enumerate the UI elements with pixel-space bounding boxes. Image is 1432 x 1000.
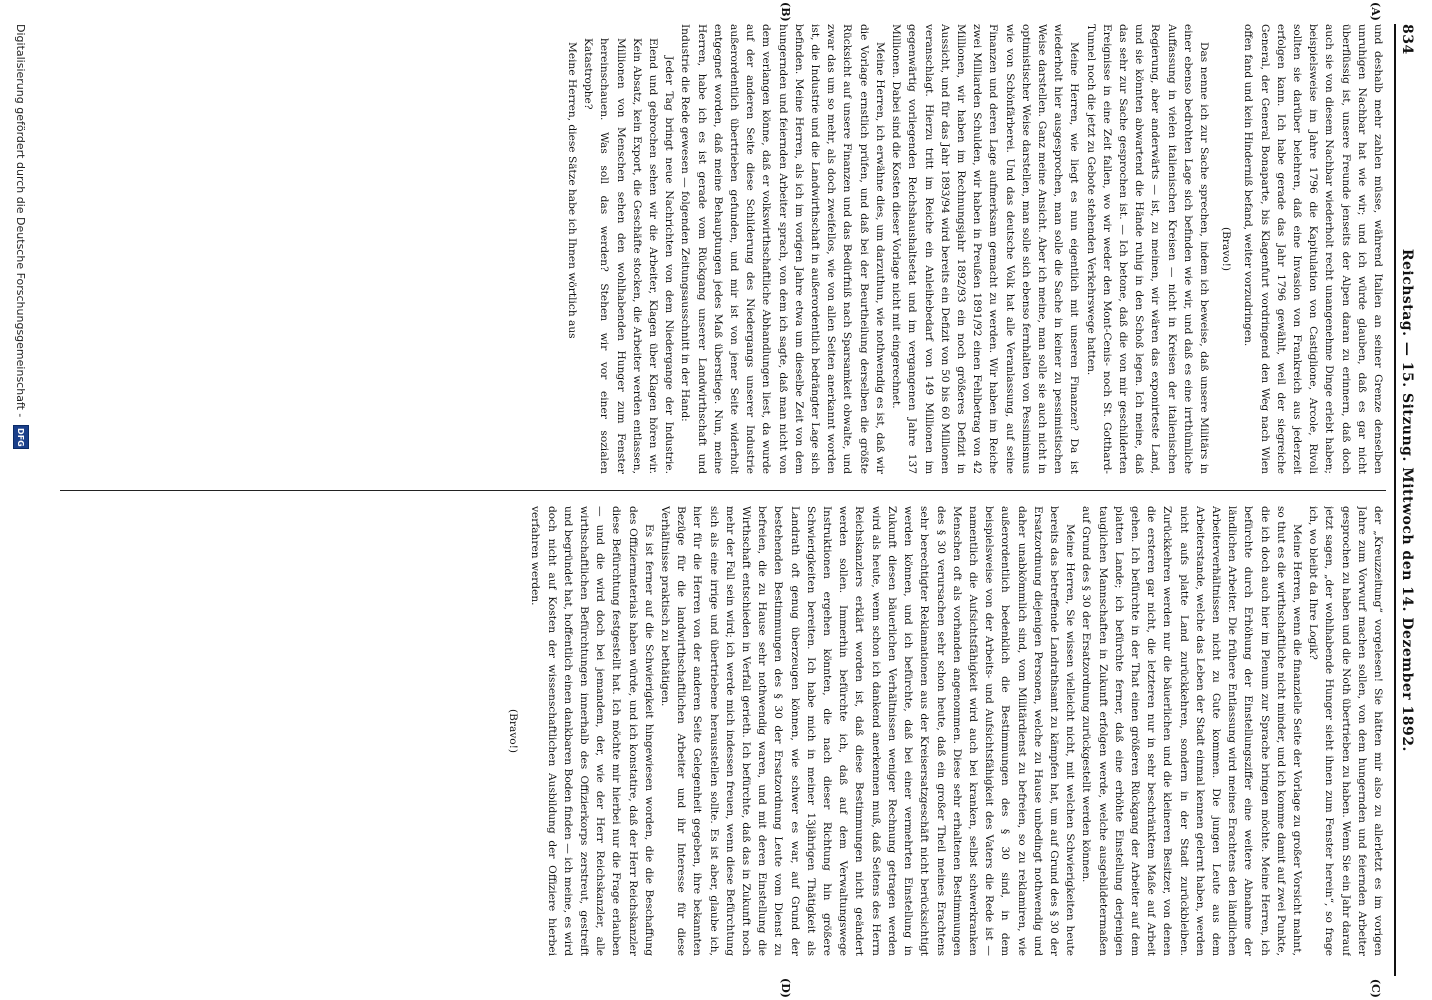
- page-title: Reichstag. — 15. Sitzung. Mittwoch den 14. Dezember 1892.: [1399, 248, 1415, 752]
- left-paragraph-5: Meine Herren, diese Sätze habe ich Ihnen wörtlich aus: [566, 42, 579, 339]
- right-column: [60, 506, 1386, 956]
- right-interjection: (Bravo!): [507, 708, 520, 754]
- left-interjection-1: (Bravo!): [1220, 226, 1233, 272]
- right-paragraph-1: der „Kreuzzeitung“ vorgelesen! Sie hätten mir also zu allerletzt es im vorigen Jahre zum Vorwurf machen sollen, von dem hungernden und feiernden Arbeiter gesprochen zu haben und die Noth übertrieben zu haben. Wenn Sie ein Jahr darauf jetzt sagen, „der wohlhabende Hunger sieht ihnen zum Fenster herein“, so frage ich, wo bleibt da Ihre Logik?: [1307, 506, 1384, 956]
- right-paragraph-3: Meine Herren, Sie wissen vielleicht nicht, mit welchen Schwierigkeiten heute bereits das betreffende Landrathsamt zu kämpfen hat, um auf Grund des § 30 der Ersatzordnung diejenigen Personen, welche zu Hause unbedingt nothwendig und daher unabkömmlich sind, vom Militärdienst zu befreien, so zu reklamiren, wie außerordentlich bedenklich die Bestimmungen des § 30 sind, in dem beispielsweise von der Arbeits- und Aufsichtsfähigkeit des Vaters die Rede ist — namentlich die Aufsichtsfähigkeit wird auch bei kranken, selbst schwerkranken Menschen oft als vorhanden angenommen. Diese sehr erhaltenen Bestimmungen des § 30 verursachen sehr schon heute, daß ein großer Theil meines Erachtens sehr berechtigter Reklamationen aus der Kreisersatzgeschäft nicht berücksichtigt werden können, und ich befürchte, daß bei einer vermehrten Einstellung in Zukunft diesen bäuerlichen Verhältnissen weniger Rechnung getragen werden wird als heute, wenn schon ich dankend anerkennen muß, daß Seitens des Herrn Reichskanzlers erklärt worden ist, daß diese Bestimmungen nicht geändert werden sollen. Immerhin befürchte ich, daß auf dem Verwaltungswege Instruktionen ergehen könnten, die nach dieser Richtung hin größere Schwierigkeiten bereiten. Ich habe mich in meiner 13jährigen Thätigkeit als Landrath oft genug überzeugen können, wie schwer es war, auf Grund der bestehenden Bestimmungen des § 30 der Ersatzordnung Leute vom Dienst zu befreien, die zu Hause sehr nothwendig waren, und mit deren Einstellung die Wirthschaft entschieden in Verfall gerieth. Ich befürchte, daß das in Zukunft noch mehr der Fall sein wird; ich werde mich indessen freuen, wenn diese Befürchtung sich als eine irrige und übertriebene herausstellen sollte. Es ist aber, glaube ich, hier für die Herren von der anderen Seite Gelegenheit gegeben, ihre bekannten Bezüge für die landwirthschaftlichen Arbeiter und ihr Interesse für diese Verhältnisse praktisch zu bethätigen.: [659, 506, 1077, 956]
- page-header: [1394, 24, 1420, 976]
- left-paragraph-4: Meine Herren, ich erwähne dies, um darzuthun, wie nothwendig es ist, daß wir die Vorlage ernstlich prüfen, und daß bei der Beurtheilung derselben die größte Rücksicht auf unsere Finanzen und das Bedürfniß nach Sparsamkeit obwalte, und zwar das um so mehr, als doch zweifellos, wie von allen Seiten anerkannt worden ist, die Industrie und die Landwirthschaft in außerordentlich bedrängter Lage sich befinden. Meine Herren, als ich im vorigen Jahre etwa um dieselbe Zeit von dem hungernden und feiernden Arbeiter sprach, von dem ich sagte, daß man nicht von dem verlangen könne, daß er volkswirthschaftliche Abhandlungen liest, da wurde auf der anderen Seite diese Schilderung des Niedergangs unserer Industrie außerordentlich übertrieben gefunden, und mir ist von jener Seite widerholt entgegnet worden, daß meine Behauptungen jedes Maß überstiege. Nun, meine Herren, habe ich es ist gerade vom Rückgang unserer Landwirthschaft und Industrie die Rede gewesen — folgenden Zeitungsausschnitt in der Hand:: [679, 24, 886, 474]
- dfg-logo-icon: DFG: [13, 425, 29, 449]
- footer-text: Digitalisierung gefördert durch die Deutsche Forschungsgemeinschaft -: [14, 24, 28, 418]
- page-number: 834: [1399, 24, 1415, 55]
- left-paragraph-1: und deshalb mehr zahlen müsse, während Italien an seiner Grenze denselben unruhigen Nachbar hat wie wir; und ich würde glauben, daß es gar nicht überflüssig ist, unsere Freunde jenseits der Alpen daran zu erinnern, daß doch auch sie von diesem Nachbar wiederholt recht unangenehme Dinge erlebt haben; beispielsweise im Jahre 1796 die Kapitulation von Castiglione, Arcole, Rivoli sollten sie darüber belehren, daß eine Invasion von Frankreich aus jederzeit erfolgen kann. Ich habe gerade das Jahr 1796 gewählt, weil der siegreiche General, der General Bonaparte, bis Klagenfurt vordringend den Weg nach Wien offen fand und kein Hinderniß befand, weiter vorzudringen.: [1242, 24, 1384, 474]
- digitization-footer: [10, 0, 32, 1000]
- left-column: [60, 24, 1386, 474]
- margin-mark-d: (D): [779, 978, 792, 998]
- right-paragraph-2: Meine Herren, wenn die finanzielle Seite der Vorlage zu großer Vorsicht mahnt, so thut es die wirthschaftliche nicht minder, und ich komme damit auf zwei Punkte, die ich doch auch hier im Plenum zur Sprache bringen möchte. Meine Herren, ich befürchte durch Erhöhung der Einstellungsziffer eine weitere Abnahme der ländlichen Arbeiter. Die frühere Entlassung wird meines Erachtens den ländlichen Arbeiterverhältnissen nicht zu Gute kommen. Die jungen Leute aus dem Arbeiterstande, welche das Leben der Stadt einmal kennen gelernt haben, werden nicht aufs platte Land zurückkehren, sondern in der Stadt zurückbleiben. Zurückkehren werden nur die bäuerlichen und die kleineren Besitzer, von denen die ersteren gar nicht, die letzteren nur in sehr beschränktem Maße auf Arbeit gehen. Ich befürchte in der That einen größeren Rückgang der Arbeiter auf dem platten Lande; ich befürchte ferner, daß eine erhöhte Einstellung derjenigen tauglichen Mannschaften in Zukunft erfolgen werde, welche ausgebildetermaßen auf Grund des § 30 der Ersatzordnung zurückgestellt werden können.: [1080, 506, 1303, 956]
- left-paragraph-2: Das nenne ich zur Sache sprechen, indem ich beweise, daß unsere Militärs in einer ebenso bedrohten Lage sich befinden wie wir, und daß es eine irrthümliche Auffassung in vielen italienischen Kreisen — nicht in Kreisen der italienischen Regierung, aber anderwärts — ist, zu meinen, wir wären das exponirteste Land, und sie könnten abwartend die Hände ruhig in den Schoß legen. Ich meine, daß das sehr zur Sache gesprochen ist. — Ich betone, daß die von mir geschilderten Ereignisse in eine Zeit fallen, wo wir weder den Mont-Cenis- noch St. Gotthard-Tunnel noch die jetzt zu Gebote stehenden Verkehrswege hatten.: [1084, 24, 1210, 474]
- right-paragraph-4: Es ist ferner auf die Schwierigkeit hingewiesen worden, die die Beschaffung des Offiziermaterials haben würde, und ich konstatire, daß der Herr Reichskanzler diese Befürchtung festgestellt hat. Ich möchte mir hierbei nur die Frage erlauben — und die wird doch bei jemandem, der, wie der Herr Reichskanzler, alle wirthschaftlichen Befürchtungen innerhalb des Offizierkorps zerstreut, gestreift und begründet hat, hoffentlich einen dankbaren Boden finden — ich meine, es wird doch nicht auf Kosten der wissenschaftlichen Ausbildung der Offiziere hierbei verfahren werden.: [529, 506, 655, 956]
- left-quote: Jeder Tag bringt neue Nachrichten von dem Niedergange der Industrie. Elend und gebrochen sehen wir die Arbeiter, Klagen über Klagen hören wir. Kein Absatz, kein Export, die Geschäfte stocken, die Arbeiter werden entlassen, Millionen von Menschen sehen den wohlhabenden Hunger zum Fenster hereinschauen. Was soll das werden? Stehen wir vor einer sozialen Katastrophe?: [582, 38, 676, 474]
- margin-mark-c: (C): [1369, 978, 1382, 998]
- margin-mark-b: (B): [779, 2, 792, 22]
- column-divider: [60, 490, 1386, 491]
- margin-mark-a: (A): [1369, 2, 1382, 21]
- left-paragraph-3: Meine Herren, wie liegt es nun eigentlich mit unseren Finanzen? Da ist wiederholt hier ausgesprochen, man solle die Sache in keiner zu pessimistischen Weise darstellen. Ganz meine Ansicht. Aber ich meine, man solle sie auch nicht in optimistischer Weise darstellen, man solle sich ebenso fernhalten von Pessimismus wie von Schönfärberei. Und das deutsche Volk hat alle Veranlassung, auf seine Finanzen und deren Lage aufmerksam gemacht zu werden. Wir haben im Reiche zwei Milliarden Schulden, wir haben in Preußen 1891/92 einen Fehlbetrag von 42 Millionen, wir haben im Rechnungsjahr 1892/93 ein noch größeres Defizit in Aussicht, und für das Jahr 1893/94 wird bereits ein Defizit von 50 bis 60 Millionen veranschlagt. Hierzu tritt im Reiche ein Anleihebedarf von 149 Millionen im gegenwärtig vorliegenden Reichshaushaltsetat und im vergangenen Jahre 137 Millionen. Dabei sind die Kosten dieser Vorlage nicht mit eingerechnet.: [890, 24, 1081, 474]
